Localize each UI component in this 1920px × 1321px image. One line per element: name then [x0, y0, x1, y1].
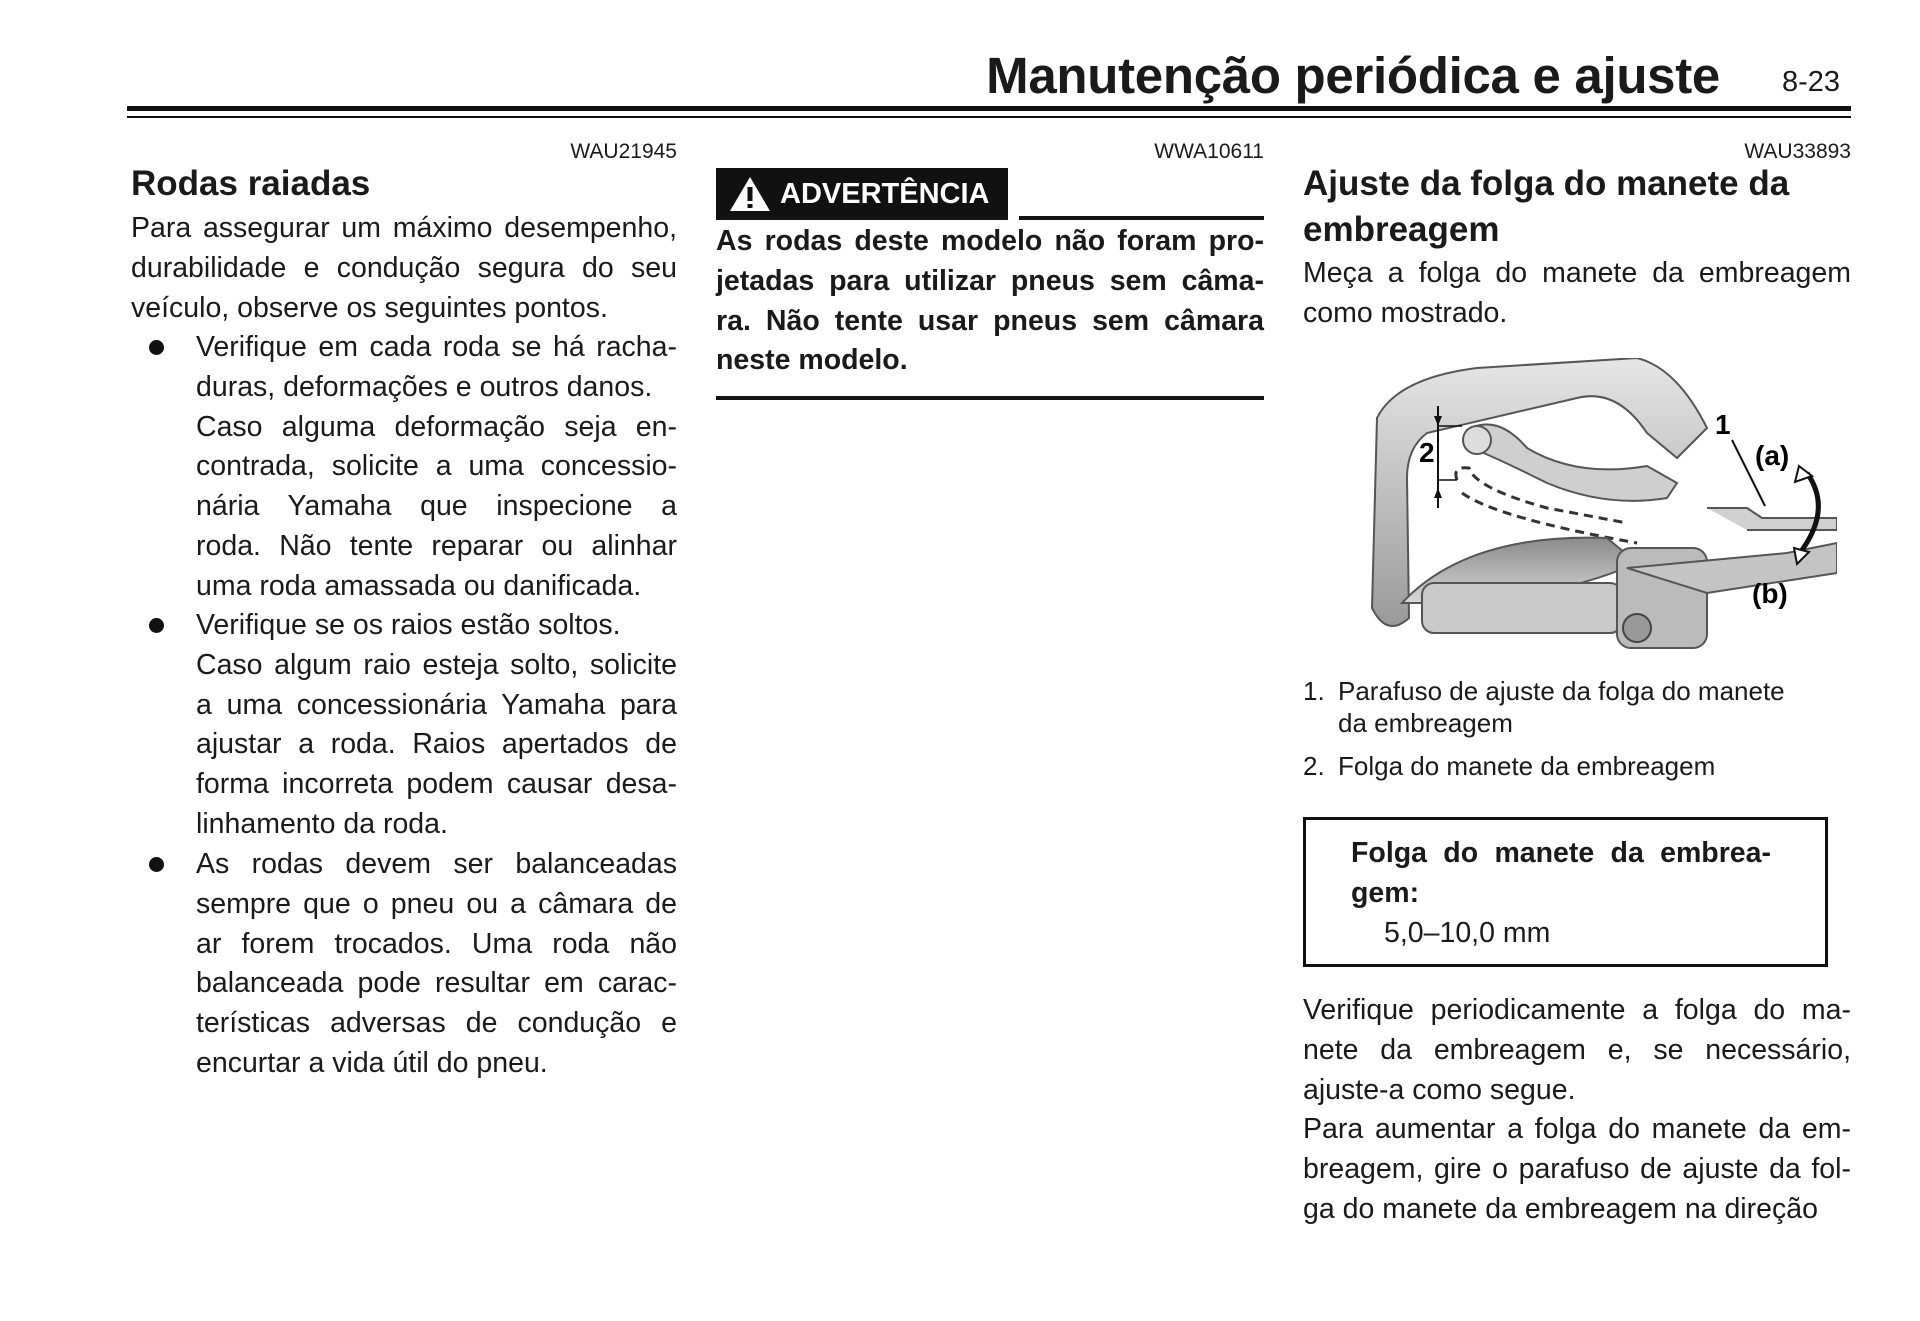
figure-label-b: (b): [1752, 578, 1788, 609]
text-line: Para assegurar um máximo desempenho,: [131, 212, 677, 244]
text-line: ajustar a roda. Raios apertados de: [196, 728, 677, 761]
text-line: Verifique periodicamente a folga do ma-: [1303, 994, 1851, 1026]
text-line: sempre que o pneu ou a câmara de: [196, 887, 677, 920]
intro-paragraph: [1303, 254, 1851, 334]
figure-label-2: 2: [1419, 437, 1435, 468]
caption-line: Folga do manete da embreagem: [1338, 751, 1716, 781]
text-line: As rodas devem ser balanceadas: [196, 848, 677, 880]
text-line: Caso algum raio esteja solto, solicite: [196, 648, 677, 681]
caption-line: da embreagem: [1338, 708, 1513, 738]
text-line: breagem, gire o parafuso de ajuste da fol-: [1303, 1153, 1851, 1186]
body-paragraph: [1303, 991, 1851, 1230]
text-line: ga do manete da embreagem na direção: [1303, 1192, 1818, 1225]
spec-value: 5,0–10,0 mm: [1384, 917, 1551, 949]
text-line: como mostrado.: [1303, 296, 1508, 329]
header-rule-thin: [127, 116, 1851, 118]
figure-label-a: (a): [1755, 440, 1790, 471]
text-line: Meça a folga do manete da embreagem: [1303, 257, 1851, 289]
section-code: WAU21945: [570, 140, 677, 163]
bullet-icon: [149, 857, 164, 872]
intro-paragraph: [131, 209, 677, 328]
section-heading: [1303, 161, 1789, 253]
heading-line: Ajuste da folga do manete da: [1303, 164, 1790, 203]
text-line: veículo, observe os seguintes pontos.: [131, 291, 608, 324]
text-line: nária Yamaha que inspecione a: [196, 490, 677, 523]
clutch-lever-illustration: [1347, 358, 1837, 653]
spec-title: [1351, 834, 1771, 914]
warning-bottom-rule: [716, 396, 1264, 400]
specification-box: [1303, 817, 1828, 967]
caption-item: [1303, 675, 1785, 739]
text-line: encurtar a vida útil do pneu.: [196, 1046, 548, 1079]
figure-label-1: 1: [1715, 409, 1731, 440]
heading-line: embreagem: [1303, 210, 1500, 249]
text-line: ajuste-a como segue.: [1303, 1073, 1576, 1106]
warning-label: ADVERTÊNCIA: [780, 177, 990, 210]
page-title: Manutenção periódica e ajuste: [986, 47, 1720, 104]
text-line: gem:: [1351, 876, 1420, 909]
bullet-item: [196, 845, 677, 1084]
warning-rule: [1019, 216, 1264, 220]
bullet-item: [196, 328, 677, 607]
text-line: ra. Não tente usar pneus sem câmara: [716, 304, 1264, 337]
text-line: neste modelo.: [716, 344, 908, 377]
bullet-icon: [149, 340, 164, 355]
text-line: forma incorreta podem causar desa-: [196, 768, 677, 801]
page-number: 8-23: [1782, 66, 1841, 98]
text-line: Folga do manete da embrea-: [1351, 837, 1771, 869]
warning-label-box: [716, 168, 1008, 220]
text-line: a uma concessionária Yamaha para: [196, 688, 677, 721]
warning-text: [716, 222, 1264, 381]
section-heading: Rodas raiadas: [131, 164, 371, 203]
text-line: contrada, solicite a uma concessio-: [196, 450, 677, 483]
caption-number: 2.: [1303, 751, 1325, 781]
text-line: duras, deformações e outros danos.: [196, 370, 653, 403]
bullet-icon: [149, 618, 164, 633]
text-line: durabilidade e condução segura do seu: [131, 251, 677, 284]
text-line: balanceada pode resultar em carac-: [196, 967, 677, 1000]
text-line: linhamento da roda.: [196, 807, 448, 840]
warning-code: WWA10611: [1154, 140, 1264, 163]
section-code: WAU33893: [1744, 140, 1851, 163]
text-line: Verifique em cada roda se há racha-: [196, 331, 677, 363]
text-line: terísticas adversas de condução e: [196, 1007, 677, 1040]
text-line: nete da embreagem e, se necessário,: [1303, 1033, 1851, 1066]
caption-item: [1303, 750, 1715, 782]
text-line: uma roda amassada ou danificada.: [196, 569, 642, 602]
caption-line: Parafuso de ajuste da folga do manete: [1338, 676, 1785, 706]
text-line: roda. Não tente reparar ou alinhar: [196, 529, 677, 562]
header-rule: [127, 106, 1851, 111]
text-line: Para aumentar a folga do manete da em-: [1303, 1113, 1851, 1146]
text-line: jetadas para utilizar pneus sem câma-: [716, 264, 1264, 297]
text-line: Caso alguma deformação seja en-: [196, 410, 677, 443]
text-line: Verifique se os raios estão soltos.: [196, 609, 621, 641]
warning-triangle-icon: [728, 175, 772, 213]
caption-number: 1.: [1303, 676, 1325, 706]
bullet-item: [196, 606, 677, 845]
text-line: As rodas deste modelo não foram pro-: [716, 225, 1264, 257]
text-line: ar forem trocados. Uma roda não: [196, 927, 677, 960]
